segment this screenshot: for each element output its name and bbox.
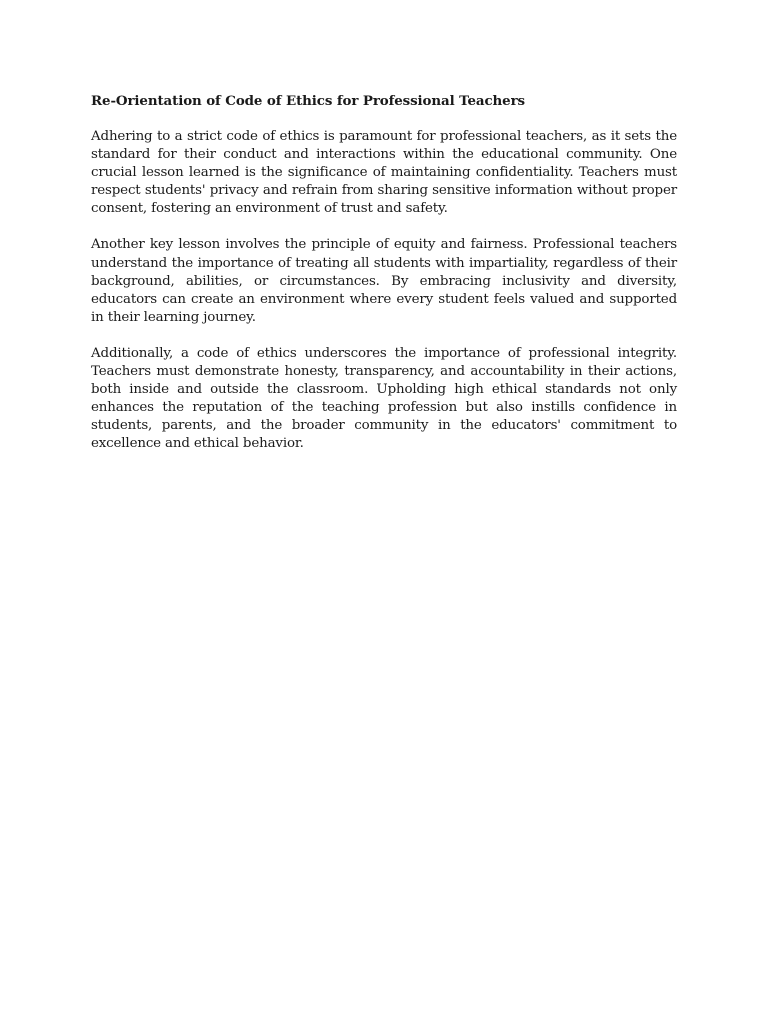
document-body xyxy=(91,92,677,472)
paragraph-equity: Another key lesson involves the principle of equity and fairness. Professional teachers understand the importance of treating all students with impartiality, regardless of their background, abilities, or circumstances. By embracing inclusivity and diversity, educators can create an environment where every student feels valued and supported in their learning journey. xyxy=(91,237,677,325)
document-title: Re-Orientation of Code of Ethics for Professional Teachers xyxy=(91,93,525,109)
paragraph-confidentiality: Adhering to a strict code of ethics is paramount for professional teachers, as it sets the standard for their conduct and interactions within the educational community. One crucial lesson learned is the significance of maintaining confidentiality. Teachers must respect students' privacy and refrain from sharing sensitive information without proper consent, fostering an environment of trust and safety. xyxy=(91,129,677,217)
paragraph-integrity: Additionally, a code of ethics underscores the importance of professional integrity. Teachers must demonstrate honesty, transparency, and accountability in their actions, both inside and outside the classroom. Upholding high ethical standards not only enhances the reputation of the teaching profession but also instills confidence in students, parents, and the broader community in the educators' commitment to excellence and ethical behavior. xyxy=(91,345,677,452)
